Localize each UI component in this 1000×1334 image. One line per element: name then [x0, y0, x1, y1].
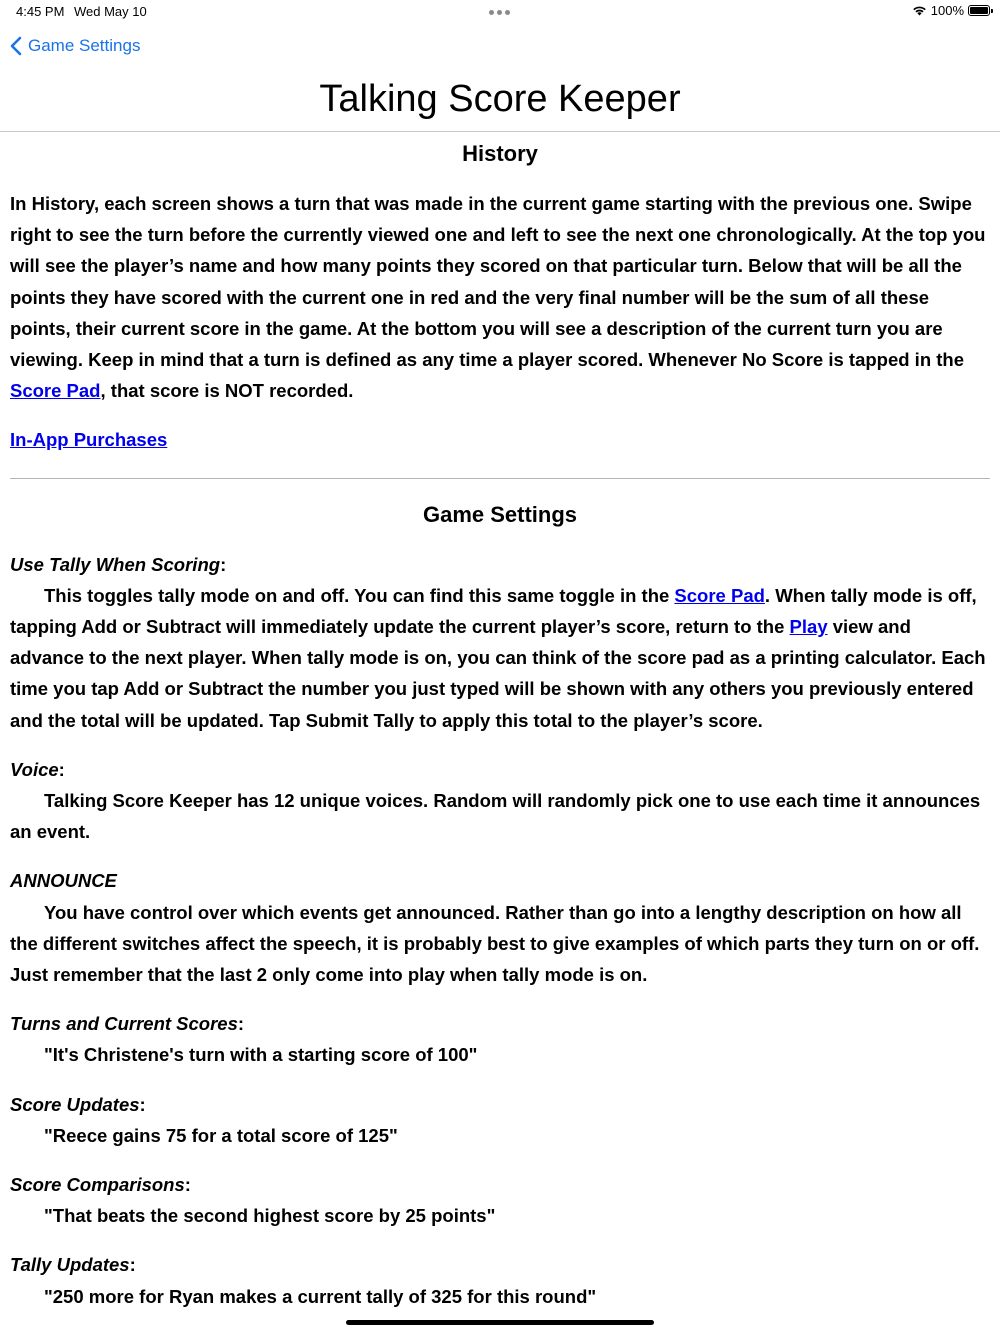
voice-title-text: Voice: [10, 758, 59, 780]
play-link[interactable]: Play: [789, 616, 828, 638]
example-title-colon: :: [129, 1254, 136, 1276]
section-divider: [10, 478, 990, 479]
example-title-colon: :: [237, 1013, 245, 1035]
example-score-updates-text: "Reece gains 75 for a total score of 125": [44, 1124, 398, 1146]
example-score-comparisons-text: "That beats the second highest score by 25 points": [44, 1205, 496, 1227]
history-heading: History: [462, 141, 538, 166]
announce-text-body: You have control over which events get announced. Rather than go into a lengthy description on how all the different switches affect the speech, it is probably best to give examples of which parts they turn on or off. Just remember that the last 2 only come into play when tally mode is on.: [10, 901, 980, 986]
back-button[interactable]: [10, 36, 140, 56]
example-title-colon: :: [184, 1174, 191, 1196]
home-indicator[interactable]: [346, 1320, 654, 1325]
voice-setting-title: [10, 754, 990, 785]
multitasking-dots-icon[interactable]: [489, 10, 510, 15]
example-title-text: Tally Updates: [10, 1254, 130, 1276]
tally-text-3: view and advance to the next player. When tally mode is on, you can think of the score pad as a printing calculator. Each time you tap Add or Subtract the number you just typed will be shown with any others you previously entered and the total will be updated. Tap Submit Tally to apply this total to the player’s score.: [10, 616, 986, 731]
tally-title-colon: :: [220, 553, 227, 575]
history-paragraph: [10, 188, 990, 406]
example-title-text: Score Comparisons: [10, 1174, 185, 1196]
example-tally-updates-title: [10, 1249, 990, 1280]
example-score-comparisons-title: [10, 1169, 990, 1200]
page-title: Talking Score Keeper: [319, 78, 681, 120]
in-app-purchases-link[interactable]: In-App Purchases: [10, 429, 168, 451]
example-turns-title: [10, 1008, 990, 1039]
example-title-text: Score Updates: [10, 1093, 140, 1115]
tally-setting-text: [10, 580, 990, 736]
tally-setting-title: [10, 549, 990, 580]
example-score-updates-title: [10, 1089, 990, 1120]
history-text-2: , that score is NOT recorded.: [100, 380, 354, 402]
tally-text-2: . When tally mode is off, tapping Add or Subtract will immediately update the current player’s score, return to the: [10, 584, 977, 638]
tally-score-pad-link[interactable]: Score Pad: [674, 584, 765, 606]
status-date: Wed May 10: [74, 4, 147, 19]
back-button-label[interactable]: Game Settings: [28, 36, 141, 55]
chevron-left-icon: [10, 36, 22, 56]
score-pad-link[interactable]: Score Pad: [10, 380, 101, 402]
battery-icon: [968, 5, 990, 16]
voice-text: Talking Score Keeper has 12 unique voices. Random will randomly pick one to use each time it announces an event.: [10, 790, 981, 843]
nav-divider: [0, 131, 1000, 132]
example-title-text: Turns and Current Scores: [10, 1013, 238, 1035]
announce-text: [10, 897, 990, 991]
status-bar: [0, 0, 1000, 24]
game-settings-heading: Game Settings: [422, 501, 578, 527]
tally-title-text: Use Tally When Scoring: [10, 553, 221, 575]
voice-title-colon: :: [58, 758, 65, 780]
status-time: 4:45 PM: [16, 4, 65, 19]
history-text-1: In History, each screen shows a turn that was made in the current game starting with the previous one. Swipe right to see the turn before the currently viewed one and left to see the next one chronologically. At the top you will see the player’s name and how many points they scored on that particular turn. Below that will be all the points they have scored with the current one in red and the very final number will be the sum of all these points, their current score in the game. At the bottom you will see a description of the current turn you are viewing. Keep in mind that a turn is defined as any time a player scored. Whenever No Score is tapped in the: [10, 193, 986, 371]
example-turns-text: "It's Christene's turn with a starting score of 100": [44, 1044, 478, 1066]
voice-setting-text: [10, 785, 990, 847]
example-tally-updates-text: "250 more for Ryan makes a current tally of 325 for this round": [44, 1285, 597, 1307]
tally-text-1: This toggles tally mode on and off. You can find this same toggle in the: [44, 584, 675, 606]
help-content[interactable]: [10, 138, 990, 1312]
battery-percent: 100%: [930, 3, 964, 18]
example-title-colon: :: [139, 1093, 146, 1115]
announce-title: [10, 865, 990, 896]
wifi-icon: [912, 5, 927, 16]
status-right: [912, 3, 990, 18]
announce-title-text: ANNOUNCE: [10, 870, 117, 892]
